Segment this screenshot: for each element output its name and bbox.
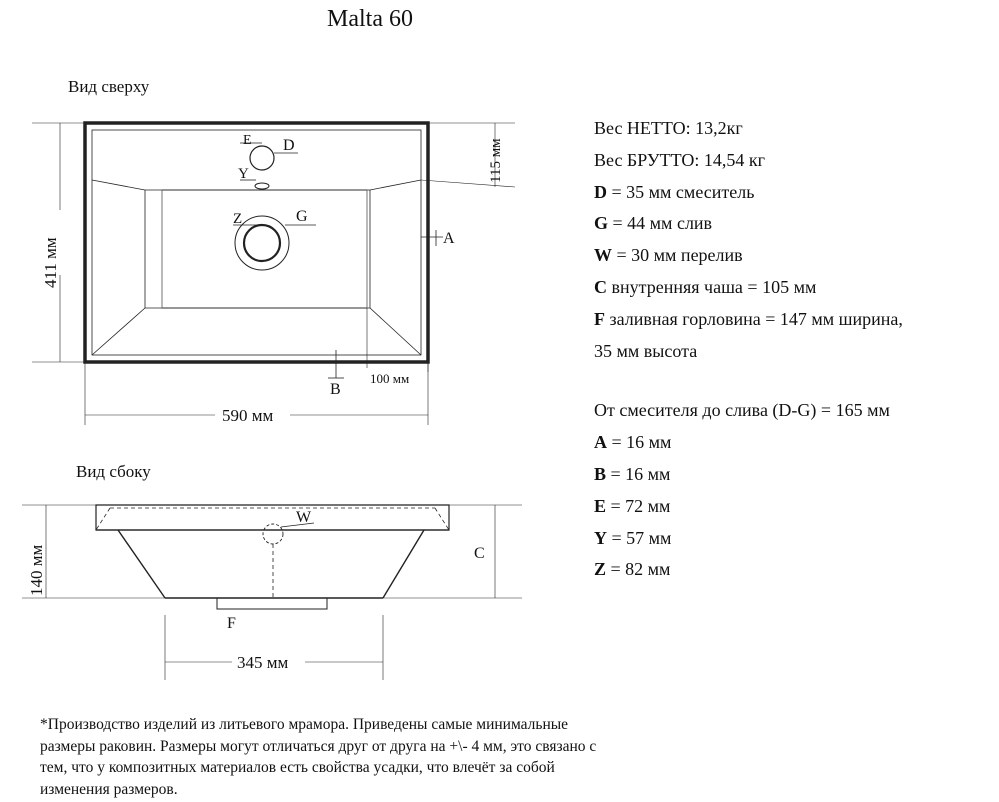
spec-row: Вес НЕТТО: 13,2кг — [594, 118, 743, 138]
dim-side-label: 100 мм — [370, 371, 410, 386]
spec-row: 35 мм высота — [594, 340, 698, 361]
top-view-letters — [41, 133, 504, 425]
overflow-circle — [263, 524, 283, 544]
letter-B: B — [330, 381, 341, 398]
sink-inner-outline — [92, 130, 421, 355]
footnote: *Производство изделий из литьевого мрамора. Приведены самые минимальные размеры раковин. Размеры могут отличаться друг от друга на +\- 4 мм, это связано с тем, что у композитных материалов есть свойства усадки, что влечёт за собой изменения размеров. — [40, 716, 597, 798]
sink-outer-outline — [85, 123, 428, 362]
bowl-left-side — [118, 530, 165, 598]
sink-rim-profile — [96, 505, 449, 530]
letter-G: G — [296, 208, 308, 225]
dim-front-label: 115 мм — [488, 138, 504, 183]
drain-neck — [217, 598, 327, 609]
overflow-hole — [255, 183, 269, 189]
spec-row: B = 16 мм — [594, 463, 671, 484]
drain-inner — [244, 225, 280, 261]
spec-row: E = 72 мм — [594, 495, 671, 516]
bowl-back-edge — [92, 180, 421, 190]
spec-row: От смесителя до слива (D-G) = 165 мм — [594, 400, 890, 421]
letter-Z: Z — [233, 211, 243, 227]
side-view-label: Вид сбоку — [76, 462, 151, 481]
top-view-label: Вид сверху — [68, 77, 150, 96]
bowl-bottom — [162, 190, 367, 308]
letter-E: E — [243, 133, 252, 148]
spec-row: Z = 82 мм — [594, 559, 671, 580]
bowl-right-side — [383, 530, 424, 598]
spec-row: G = 44 мм слив — [594, 213, 713, 234]
spec-row: A = 16 мм — [594, 432, 672, 453]
faucet-hole — [250, 146, 274, 170]
spec-row: C внутренняя чаша = 105 мм — [594, 276, 817, 297]
top-view-drawing — [32, 123, 515, 425]
letter-W: W — [296, 509, 312, 526]
letter-D: D — [283, 137, 295, 154]
spec-row: D = 35 мм смеситель — [594, 181, 755, 202]
letter-C: C — [474, 545, 485, 562]
dim-bottom-label: 345 мм — [237, 653, 289, 672]
dim-width-label: 590 мм — [222, 406, 274, 425]
spec-row: Вес БРУТТО: 14,54 кг — [594, 149, 765, 170]
side-view-letters — [27, 509, 485, 672]
spec-row: W = 30 мм перелив — [594, 245, 743, 266]
letter-Y: Y — [238, 166, 249, 182]
dim-height-label: 140 мм — [27, 544, 46, 596]
spec-row: F заливная горловина = 147 мм ширина, — [594, 308, 903, 329]
spec-row: Y = 57 мм — [594, 527, 672, 548]
page-title: Malta 60 — [327, 6, 413, 32]
letter-A: A — [443, 230, 455, 247]
dim-depth-label: 411 мм — [41, 237, 60, 288]
letter-F: F — [227, 615, 236, 632]
specifications-list — [594, 113, 994, 586]
